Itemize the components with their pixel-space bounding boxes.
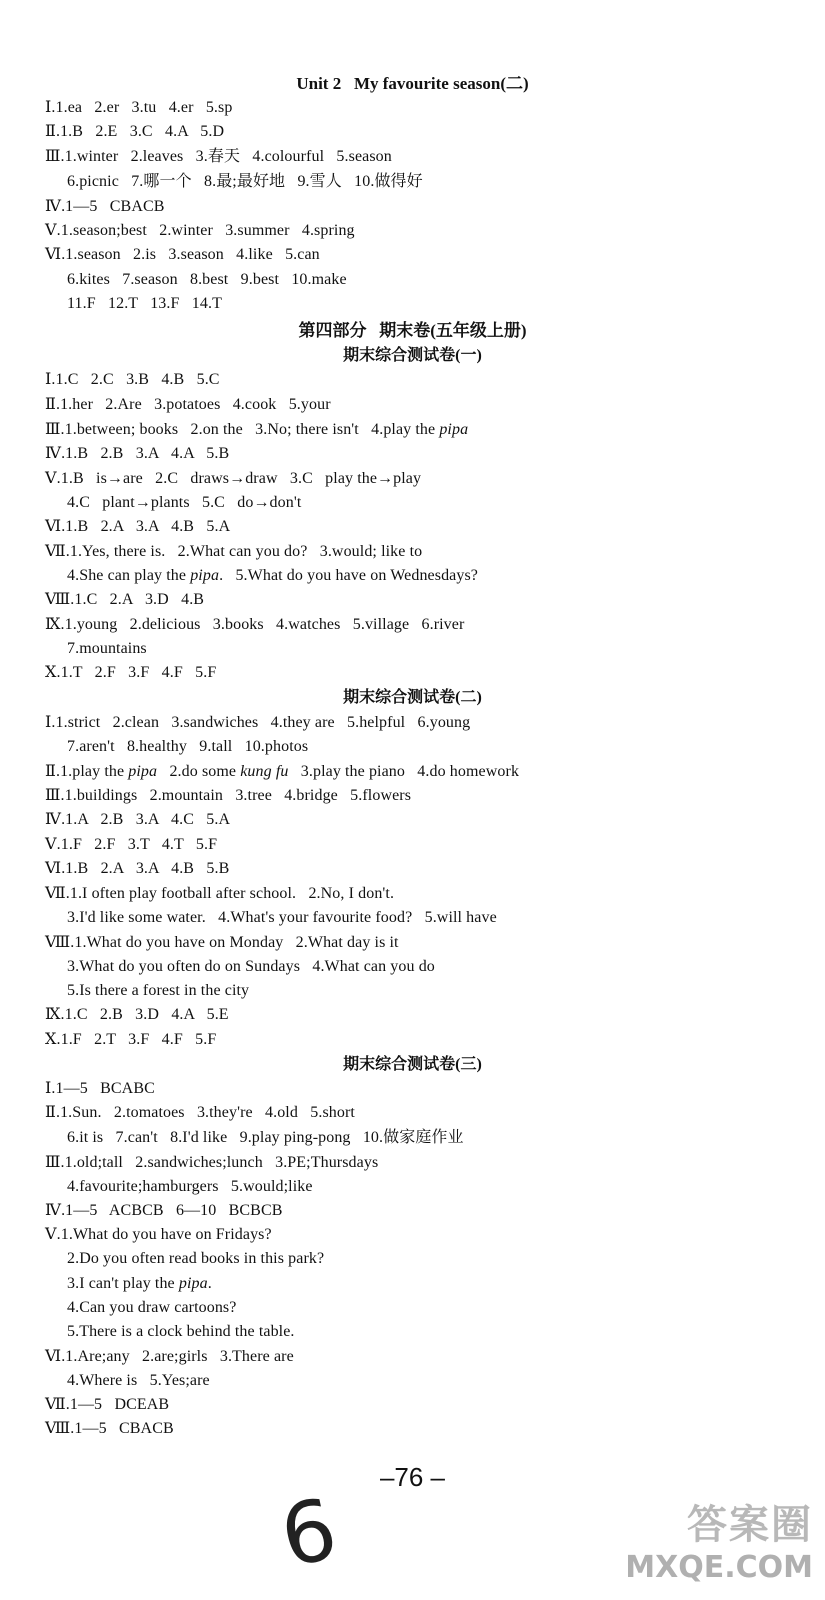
test3-line-9-italic: pipa	[178, 1275, 208, 1292]
test3-line-6: Ⅳ.1—5 ACBCB 6—10 BCBCB	[45, 1202, 283, 1219]
test2-line-3-italic-b: kung fu	[240, 763, 289, 780]
unit2-line-6: Ⅴ.1.season;best 2.winter 3.summer 4.spring	[45, 222, 355, 239]
test2-line-9: 3.I'd like some water. 4.What's your favourite food? 5.will have	[67, 909, 497, 926]
unit2-line-3: Ⅲ.1.winter 2.leaves 3.春天 4.colourful 5.season	[45, 148, 392, 165]
test1-line-9	[67, 566, 478, 586]
page-number: –76 –	[379, 1462, 446, 1492]
test3-line-12: Ⅵ.1.Are;any 2.are;girls 3.There are	[45, 1348, 294, 1365]
test3-line-3: 6.it is 7.can't 8.I'd like 9.play ping-pong 10.做家庭作业	[67, 1129, 464, 1146]
test3-line-9-text-a: 3.I can't play the	[67, 1275, 179, 1292]
test1-line-10: Ⅷ.1.C 2.A 3.D 4.B	[45, 591, 205, 608]
test1-line-3	[45, 420, 468, 440]
test1-title: 期末综合测试卷(一)	[343, 347, 482, 364]
test1-line-5: Ⅴ.1.B is→are 2.C draws→draw 3.C play the→play	[45, 470, 422, 487]
test1-line-6: 4.C plant→plants 5.C do→don't	[67, 494, 302, 511]
watermark-bottom-text: MXQE.COM	[625, 1550, 813, 1585]
test3-line-15: Ⅷ.1—5 CBACB	[45, 1420, 174, 1437]
test1-line-13: Ⅹ.1.T 2.F 3.F 4.F 5.F	[45, 664, 217, 681]
test3-line-13: 4.Where is 5.Yes;are	[67, 1372, 210, 1389]
test2-title: 期末综合测试卷(二)	[343, 689, 482, 706]
test2-line-7: Ⅵ.1.B 2.A 3.A 4.B 5.B	[45, 860, 230, 877]
test2-line-14: Ⅹ.1.F 2.T 3.F 4.F 5.F	[45, 1031, 217, 1048]
test1-line-8: Ⅶ.1.Yes, there is. 2.What can you do? 3.would; like to	[45, 543, 423, 560]
test3-line-7: Ⅴ.1.What do you have on Fridays?	[45, 1226, 272, 1243]
test1-line-7: Ⅵ.1.B 2.A 3.A 4.B 5.A	[45, 518, 231, 535]
test2-line-3-text-b: 2.do some	[157, 763, 241, 780]
test1-line-11: Ⅸ.1.young 2.delicious 3.books 4.watches 5.village 6.river	[45, 616, 465, 633]
unit2-line-9: 11.F 12.T 13.F 14.T	[67, 295, 222, 312]
test3-line-8: 2.Do you often read books in this park?	[67, 1250, 325, 1267]
unit2-line-8: 6.kites 7.season 8.best 9.best 10.make	[67, 271, 347, 288]
test3-line-9-text-b: .	[207, 1275, 212, 1292]
test2-line-3-italic-a: pipa	[128, 763, 158, 780]
unit2-line-2: Ⅱ.1.B 2.E 3.C 4.A 5.D	[45, 123, 225, 140]
test2-line-4: Ⅲ.1.buildings 2.mountain 3.tree 4.bridge 5.flowers	[45, 787, 412, 804]
test2-line-1: Ⅰ.1.strict 2.clean 3.sandwiches 4.they are 5.helpful 6.young	[45, 714, 471, 731]
test3-line-5: 4.favourite;hamburgers 5.would;like	[67, 1178, 313, 1195]
unit2-line-5: Ⅳ.1—5 CBACB	[45, 198, 165, 215]
test3-line-14: Ⅶ.1—5 DCEAB	[45, 1396, 170, 1413]
test1-line-9-text-b: . 5.What do you have on Wednesdays?	[219, 567, 479, 584]
test1-line-1: Ⅰ.1.C 2.C 3.B 4.B 5.C	[45, 371, 220, 388]
test1-line-9-text-a: 4.She can play the	[67, 567, 191, 584]
test1-line-12: 7.mountains	[67, 640, 147, 657]
unit2-line-4: 6.picnic 7.哪一个 8.最;最好地 9.雪人 10.做得好	[67, 173, 423, 190]
test2-line-2: 7.aren't 8.healthy 9.tall 10.photos	[67, 738, 309, 755]
test2-line-13: Ⅸ.1.C 2.B 3.D 4.A 5.E	[45, 1006, 229, 1023]
test2-line-11: 3.What do you often do on Sundays 4.What can you do	[67, 958, 435, 975]
unit2-line-7: Ⅵ.1.season 2.is 3.season 4.like 5.can	[45, 246, 320, 263]
test2-line-8: Ⅶ.1.I often play football after school. 2.No, I don't.	[45, 885, 395, 902]
test3-line-2: Ⅱ.1.Sun. 2.tomatoes 3.they're 4.old 5.short	[45, 1104, 355, 1121]
test3-line-11: 5.There is a clock behind the table.	[67, 1323, 295, 1340]
test1-line-2: Ⅱ.1.her 2.Are 3.potatoes 4.cook 5.your	[45, 396, 331, 413]
test1-line-9-italic: pipa	[190, 567, 220, 584]
test1-line-3-italic: pipa	[439, 421, 469, 438]
watermark-logo	[623, 1500, 813, 1596]
test2-line-3-text-c: 3.play the piano 4.do homework	[288, 763, 520, 780]
part4-title: 第四部分 期末卷(五年级上册)	[298, 321, 527, 340]
test3-line-9	[67, 1274, 212, 1294]
test3-line-4: Ⅲ.1.old;tall 2.sandwiches;lunch 3.PE;Thursdays	[45, 1154, 379, 1171]
test2-line-3-text-a: Ⅱ.1.play the	[45, 763, 129, 780]
test3-line-10: 4.Can you draw cartoons?	[67, 1299, 237, 1316]
unit2-line-1: Ⅰ.1.ea 2.er 3.tu 4.er 5.sp	[45, 99, 233, 116]
test2-line-10: Ⅷ.1.What do you have on Monday 2.What day is it	[45, 934, 399, 951]
watermark-top-text: 答案圈	[687, 1502, 813, 1548]
test1-line-3-text: Ⅲ.1.between; books 2.on the 3.No; there isn't 4.play the	[45, 421, 440, 438]
test2-line-3	[45, 762, 519, 782]
test1-line-4: Ⅳ.1.B 2.B 3.A 4.A 5.B	[45, 445, 230, 462]
unit-title: Unit 2 My favourite season(二)	[296, 74, 529, 93]
test2-line-12: 5.Is there a forest in the city	[67, 982, 250, 999]
test3-line-1: Ⅰ.1—5 BCABC	[45, 1080, 155, 1097]
handwritten-mark: 6	[272, 1479, 346, 1587]
test3-title: 期末综合测试卷(三)	[343, 1056, 482, 1073]
test2-line-5: Ⅳ.1.A 2.B 3.A 4.C 5.A	[45, 811, 231, 828]
test2-line-6: Ⅴ.1.F 2.F 3.T 4.T 5.F	[45, 836, 218, 853]
